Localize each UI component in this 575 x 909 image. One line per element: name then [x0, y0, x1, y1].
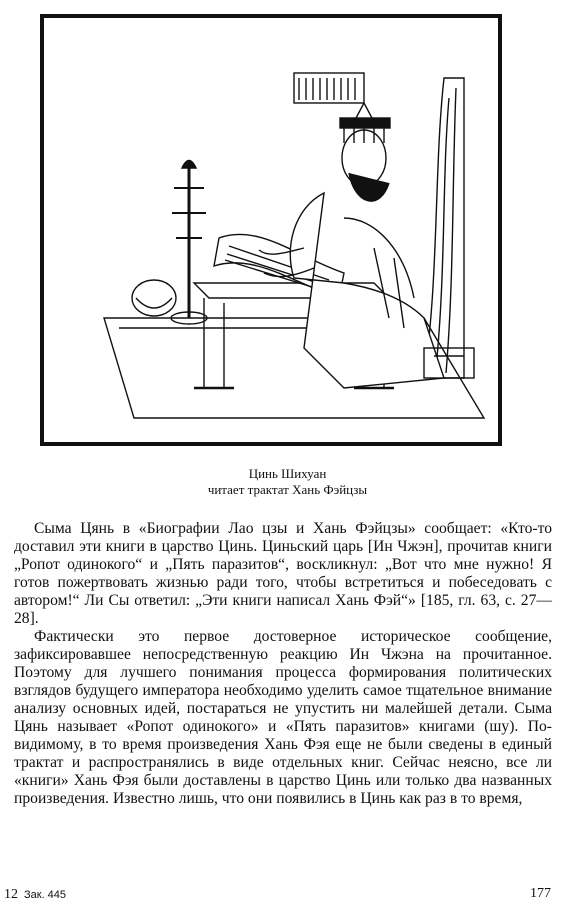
body-text	[14, 520, 552, 808]
caption-line-1: Цинь Шихуан	[248, 466, 327, 481]
caption-line-2: читает трактат Хань Фэйцзы	[207, 482, 368, 497]
page-footer	[0, 886, 575, 906]
emperor-reading-scroll-drawing	[44, 18, 498, 442]
printer-signature	[4, 886, 66, 903]
paragraph-2: Фактически это первое достоверное историческое сообщение, зафиксировавшее непосредственную реакцию Ин Чжэна на прочитанное. Поэтому для лучшего понимания процесса формирования политических взглядов будущего императора необходимо уделить самое тщательное внимание анализу основных идей, постараться не упустить ни малейшей детали. Сыма Цянь называет «Ропот одинокого» и «Пять паразитов» книгами (шу). По-видимому, в то время произведения Хань Фэя еще не были сведены в единый трактат и распространялись в виде отдельных книг. Сейчас неясно, все ли «книги» Хань Фэя были доставлены в царство Цинь или только два названных произведения. Известно лишь, что они появились в Цинь как раз в то время,	[14, 628, 552, 807]
illustration-caption	[0, 466, 575, 498]
paragraph-1: Сыма Цянь в «Биографии Лао цзы и Хань Фэйцзы» сообщает: «Кто-то доставил эти книги в царство Цинь. Циньский царь [Ин Чжэн], прочитав книги „Ропот одинокого“ и „Пять паразитов“, воскликнул: „Вот что мне нужно! Я готов пожертвовать жизнью ради того, чтобы встретиться и побеседовать с автором!“ Ли Сы ответил: „Эти книги написал Хань Фэй“» [185, гл. 63, с. 27—28].	[14, 520, 552, 627]
signature-number: 12	[4, 887, 18, 902]
illustration-frame	[40, 14, 502, 446]
page-number: 177	[530, 886, 551, 901]
signature-label: Зак. 445	[24, 889, 67, 901]
